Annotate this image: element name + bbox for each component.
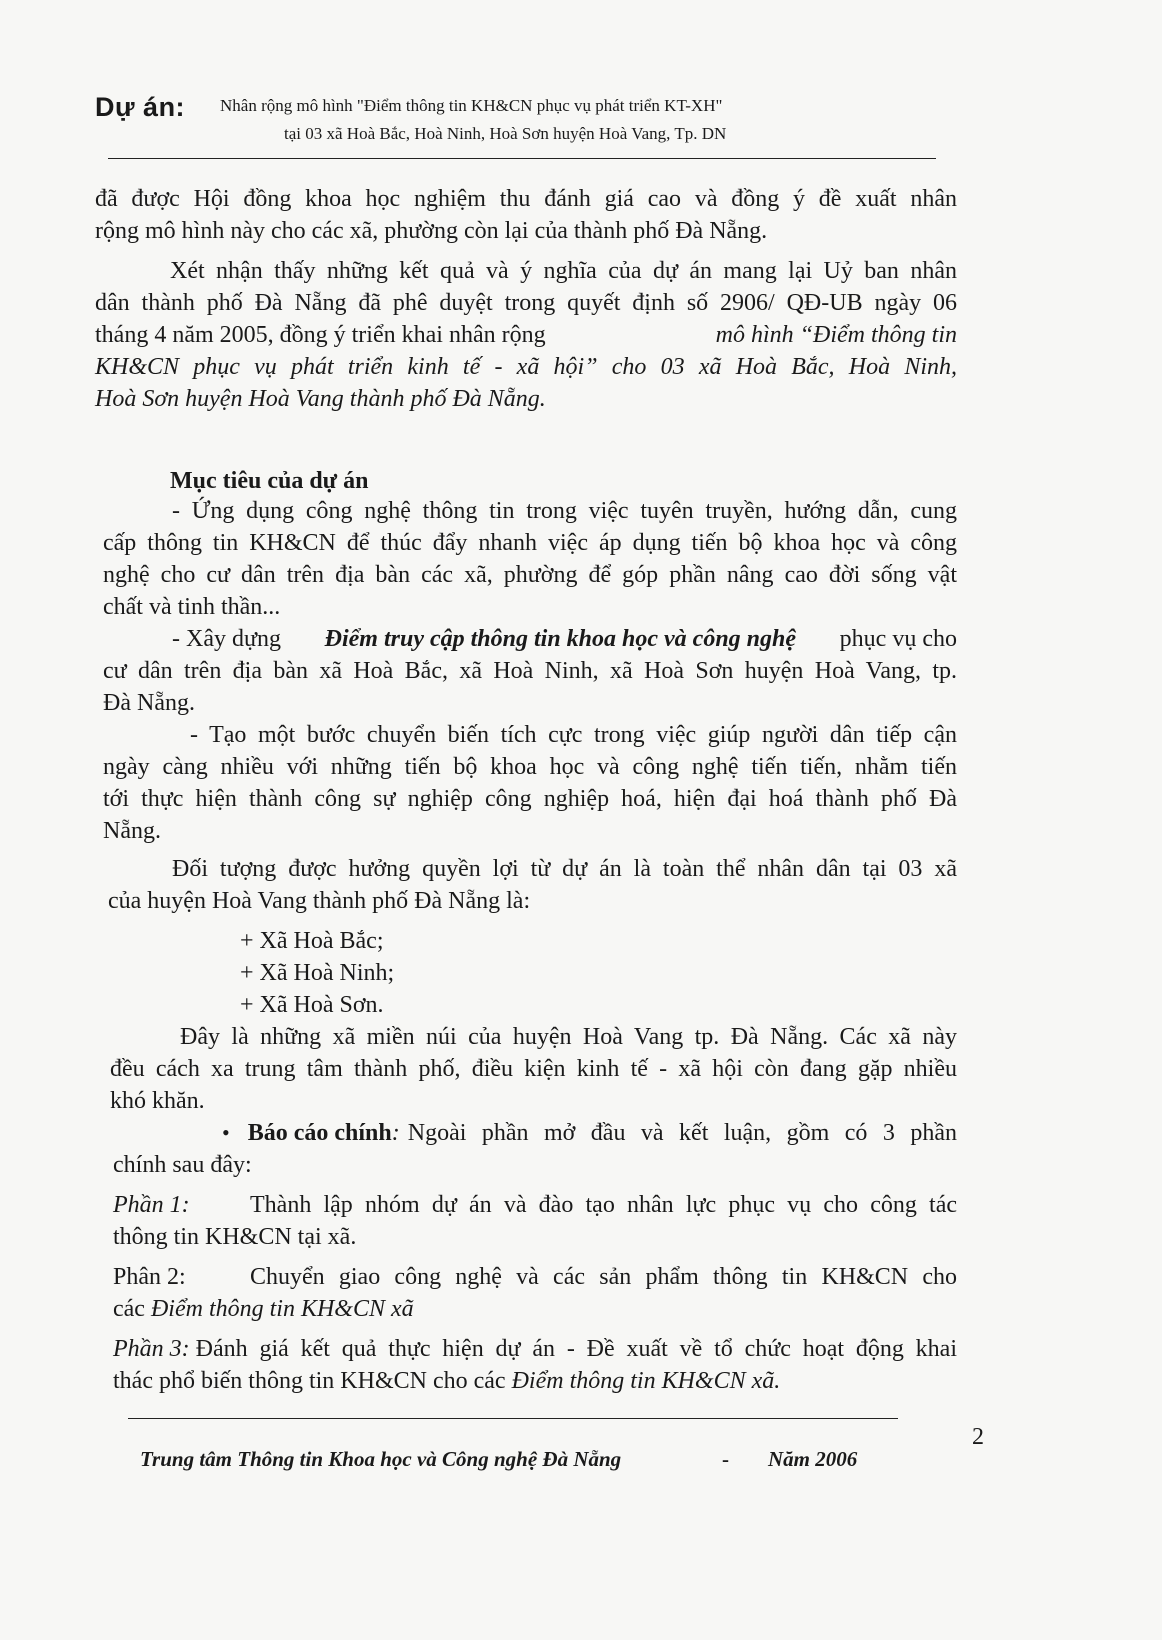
part-2-line-2-italic: Điểm thông tin KH&CN xã [150, 1296, 414, 1322]
project-label: Dự án: [95, 92, 186, 122]
objective-2-line-3: Đà Nẵng. [103, 690, 195, 716]
objective-2-emphasis: Điểm truy cập thông tin khoa học và công nghệ [324, 626, 797, 652]
part-2-label: Phân 2: [113, 1264, 186, 1290]
decision-line-5: Hoà Sơn huyện Hoà Vang thành phố Đà Nẵng. [95, 386, 546, 412]
part-2-text: Chuyển giao công nghệ và các sản phẩm thông tin KH&CN cho [250, 1264, 957, 1290]
communes-desc-line-1: Đây là những xã miền núi của huyện Hoà Vang tp. Đà Nẵng. Các xã này [180, 1024, 957, 1050]
part-3-line-2 [113, 1366, 780, 1396]
commune-item: + Xã Hoà Sơn. [240, 992, 384, 1018]
objective-1-line-1: - Ứng dụng công nghệ thông tin trong việc tuyên truyền, hướng dẫn, cung [172, 498, 957, 524]
objective-3-line-4: Nẵng. [103, 818, 161, 844]
objective-2-line-1 [172, 624, 957, 654]
part-2-line-2-normal: các [113, 1296, 145, 1322]
communes-desc-line-2: đều cách xa trung tâm thành phố, điều kiện kinh tế - xã hội còn đang gặp nhiều [110, 1056, 957, 1082]
part-1-line-1 [113, 1190, 957, 1220]
project-title-line-2: tại 03 xã Hoà Bắc, Hoà Ninh, Hoà Sơn huyện Hoà Vang, Tp. DN [284, 124, 727, 143]
part-2-line-2 [113, 1294, 414, 1324]
main-report-rest: Ngoài phần mở đầu và kết luận, gồm có 3 phần [407, 1120, 957, 1146]
decision-line-1: Xét nhận thấy những kết quả và ý nghĩa của dự án mang lại Uỷ ban nhân [170, 258, 957, 284]
decision-line-3-italic: mô hình “Điểm thông tin [715, 322, 957, 348]
objectives-heading: Mục tiêu của dự án [170, 468, 369, 494]
bullet-icon: • [222, 1120, 230, 1145]
footer-organization: Trung tâm Thông tin Khoa học và Công nghệ Đà Nẵng [140, 1447, 622, 1471]
main-report-label: Báo cáo chính [247, 1120, 392, 1146]
main-report-line-2: chính sau đây: [113, 1152, 252, 1178]
decision-line-3-normal: tháng 4 năm 2005, đồng ý triển khai nhân rộng [95, 322, 546, 348]
part-1-line-2: thông tin KH&CN tại xã. [113, 1224, 357, 1250]
part-3-text: Đánh giá kết quả thực hiện dự án - Đề xuất về tổ chức hoạt động khai [195, 1336, 957, 1362]
decision-line-4: KH&CN phục vụ phát triển kinh tế - xã hội” cho 03 xã Hoà Bắc, Hoà Ninh, [95, 354, 957, 380]
project-title-line-1: Nhân rộng mô hình "Điểm thông tin KH&CN phục vụ phát triển KT-XH" [220, 96, 723, 115]
main-report-line-1 [222, 1118, 957, 1148]
header-divider [108, 158, 936, 159]
objective-2-line-2: cư dân trên địa bàn xã Hoà Bắc, xã Hoà Ninh, xã Hoà Sơn huyện Hoà Vang, tp. [103, 658, 957, 684]
intro-line-2: rộng mô hình này cho các xã, phường còn lại của thành phố Đà Nẵng. [95, 218, 768, 244]
commune-item: + Xã Hoà Ninh; [240, 960, 395, 986]
commune-item: + Xã Hoà Bắc; [240, 928, 384, 954]
beneficiaries-line-2: của huyện Hoà Vang thành phố Đà Nẵng là: [108, 888, 531, 914]
objective-1-line-3: nghệ cho cư dân trên địa bàn các xã, phường để góp phần nâng cao đời sống vật [103, 562, 957, 588]
objective-2-prefix: - Xây dựng [172, 626, 281, 652]
objective-3-line-1: - Tạo một bước chuyển biến tích cực trong việc giúp người dân tiếp cận [190, 722, 957, 748]
part-3-line-2-normal: thác phổ biến thông tin KH&CN cho các [113, 1368, 506, 1394]
objective-1-line-2: cấp thông tin KH&CN để thúc đẩy nhanh việc áp dụng tiến bộ khoa học và công [103, 530, 957, 556]
decision-line-3 [95, 320, 957, 350]
main-report-colon: : [391, 1120, 400, 1146]
page-number: 2 [972, 1424, 984, 1450]
part-3-line-1 [113, 1334, 957, 1364]
objective-1-line-4: chất và tinh thần... [103, 594, 281, 620]
beneficiaries-line-1: Đối tượng được hưởng quyền lợi từ dự án là toàn thể nhân dân tại 03 xã [172, 856, 957, 882]
intro-line-1: đã được Hội đồng khoa học nghiệm thu đánh giá cao và đồng ý đề xuất nhân [95, 186, 957, 212]
objective-2-suffix: phục vụ cho [839, 626, 957, 652]
part-1-text: Thành lập nhóm dự án và đào tạo nhân lực phục vụ cho công tác [250, 1192, 957, 1218]
footer-separator: - [722, 1447, 729, 1471]
footer-divider [128, 1418, 898, 1419]
part-3-line-2-italic: Điểm thông tin KH&CN xã. [511, 1368, 781, 1394]
footer-year: Năm 2006 [768, 1447, 858, 1471]
communes-desc-line-3: khó khăn. [110, 1088, 205, 1114]
decision-line-2: dân thành phố Đà Nẵng đã phê duyệt trong quyết định số 2906/ QĐ-UB ngày 06 [95, 290, 957, 316]
part-2-line-1 [113, 1262, 957, 1292]
objective-3-line-3: tới thực hiện thành công sự nghiệp công nghiệp hoá, hiện đại hoá thành phố Đà [103, 786, 957, 812]
objective-3-line-2: ngày càng nhiều với những tiến bộ khoa học và công nghệ tiến tiến, nhằm tiến [103, 754, 957, 780]
part-1-label: Phần 1: [113, 1192, 190, 1218]
part-3-label: Phần 3: [113, 1336, 190, 1362]
